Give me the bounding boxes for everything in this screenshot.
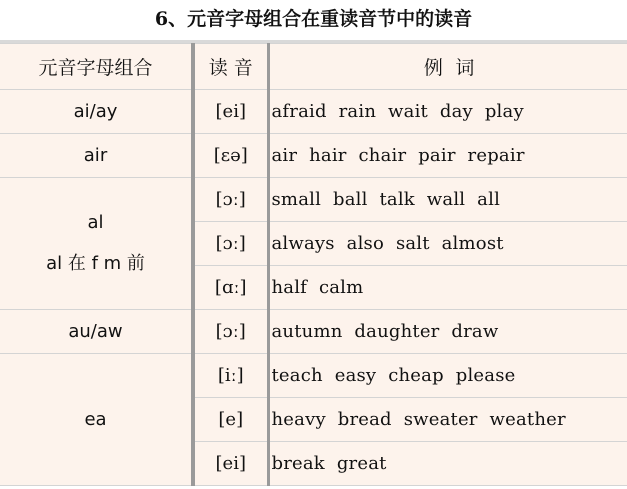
header-examples: 例 词 <box>268 44 627 90</box>
table-header-row <box>0 44 627 90</box>
examples-cell: small ball talk wall all <box>268 178 627 222</box>
combination-cell-merged: ea <box>0 354 193 486</box>
pronunciation-cell: [ɔː] <box>193 310 268 354</box>
combination-cell: air <box>0 134 193 178</box>
header-pronunciation: 读 音 <box>193 44 268 90</box>
pronunciation-cell: [ei] <box>193 442 268 486</box>
pronunciation-cell: [ɑː] <box>193 266 268 310</box>
pronunciation-cell: [e] <box>193 398 268 442</box>
examples-cell: half calm <box>268 266 627 310</box>
table-row <box>0 90 627 134</box>
examples-cell: autumn daughter draw <box>268 310 627 354</box>
header-combination: 元音字母组合 <box>0 44 193 90</box>
table-row <box>0 178 627 222</box>
examples-cell: teach easy cheap please <box>268 354 627 398</box>
combination-cell-merged <box>0 178 193 310</box>
pronunciation-cell: [εə] <box>193 134 268 178</box>
pronunciation-cell: [ei] <box>193 90 268 134</box>
page-title: 6、元音字母组合在重读音节中的读音 <box>154 8 473 30</box>
table-row <box>0 354 627 398</box>
table-row <box>0 134 627 178</box>
combination-cell: ai/ay <box>0 90 193 134</box>
table-row <box>0 310 627 354</box>
combination-label-al: al <box>87 212 104 233</box>
examples-cell: air hair chair pair repair <box>268 134 627 178</box>
examples-cell: always also salt almost <box>268 222 627 266</box>
pronunciation-table <box>0 43 627 486</box>
examples-cell: heavy bread sweater weather <box>268 398 627 442</box>
pronunciation-cell: [ɔː] <box>193 222 268 266</box>
pronunciation-cell: [iː] <box>193 354 268 398</box>
examples-cell: break great <box>268 442 627 486</box>
examples-cell: afraid rain wait day play <box>268 90 627 134</box>
pronunciation-cell: [ɔː] <box>193 178 268 222</box>
combination-cell: au/aw <box>0 310 193 354</box>
combination-label-al-before-fm: al 在 f m 前 <box>46 253 145 274</box>
